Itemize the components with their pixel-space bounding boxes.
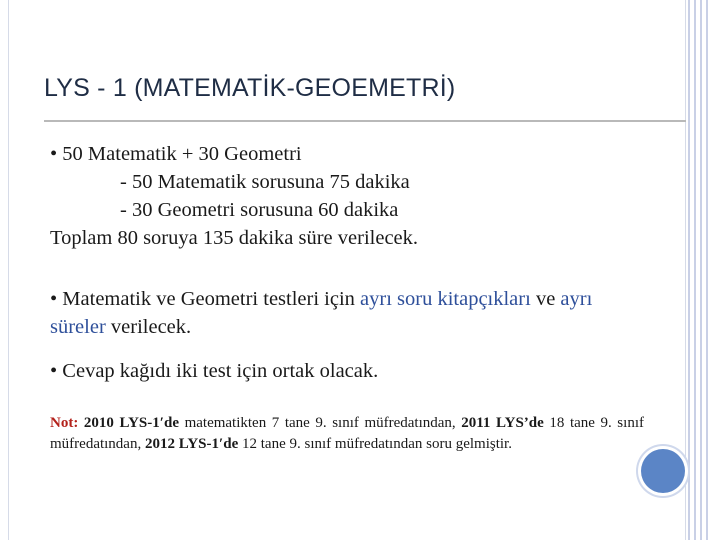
note-label: Not: xyxy=(50,415,79,431)
title-divider xyxy=(44,120,686,122)
right-border-stripe xyxy=(706,0,708,540)
bullet-line: • 50 Matematik + 30 Geometri xyxy=(50,143,302,165)
booklet-paragraph xyxy=(50,285,650,341)
note-text: matematikten 7 tane 9. sınıf müfredatından, xyxy=(179,415,462,431)
answer-sheet-line: • Cevap kağıdı iki test için ortak olacak. xyxy=(50,360,379,382)
note-year: 2010 LYS-1′de xyxy=(83,415,179,431)
slide-title: LYS - 1 (MATEMATİK-GEOEMETRİ) xyxy=(44,74,456,102)
total-line: Toplam 80 soruya 135 dakika süre verilecek. xyxy=(50,227,419,249)
text-segment: verilecek. xyxy=(105,316,192,338)
note-text: 12 tane 9. sınıf müfredatından soru gelmiştir. xyxy=(238,436,512,452)
text-segment: ve xyxy=(530,288,561,310)
right-border-stripe xyxy=(700,0,702,540)
exam-duration-block xyxy=(50,140,418,252)
right-border-stripe xyxy=(688,0,690,540)
sub-line: - 30 Geometri sorusuna 60 dakika xyxy=(120,199,399,221)
highlight-text: ayrı soru kitapçıkları xyxy=(360,288,531,310)
blue-circle-icon xyxy=(641,449,685,493)
note-paragraph xyxy=(50,413,644,455)
highlight-text: ayrı süreler xyxy=(50,288,593,338)
right-border-stripe xyxy=(694,0,696,540)
note-year: 2012 LYS-1′de xyxy=(144,436,239,452)
sub-line: - 50 Matematik sorusuna 75 dakika xyxy=(120,171,410,193)
note-text: 18 tane 9. sınıf müfredatından, xyxy=(50,415,644,452)
text-segment: • Matematik ve Geometri testleri için xyxy=(50,288,361,310)
note-year: 2011 LYS’de xyxy=(461,415,544,431)
